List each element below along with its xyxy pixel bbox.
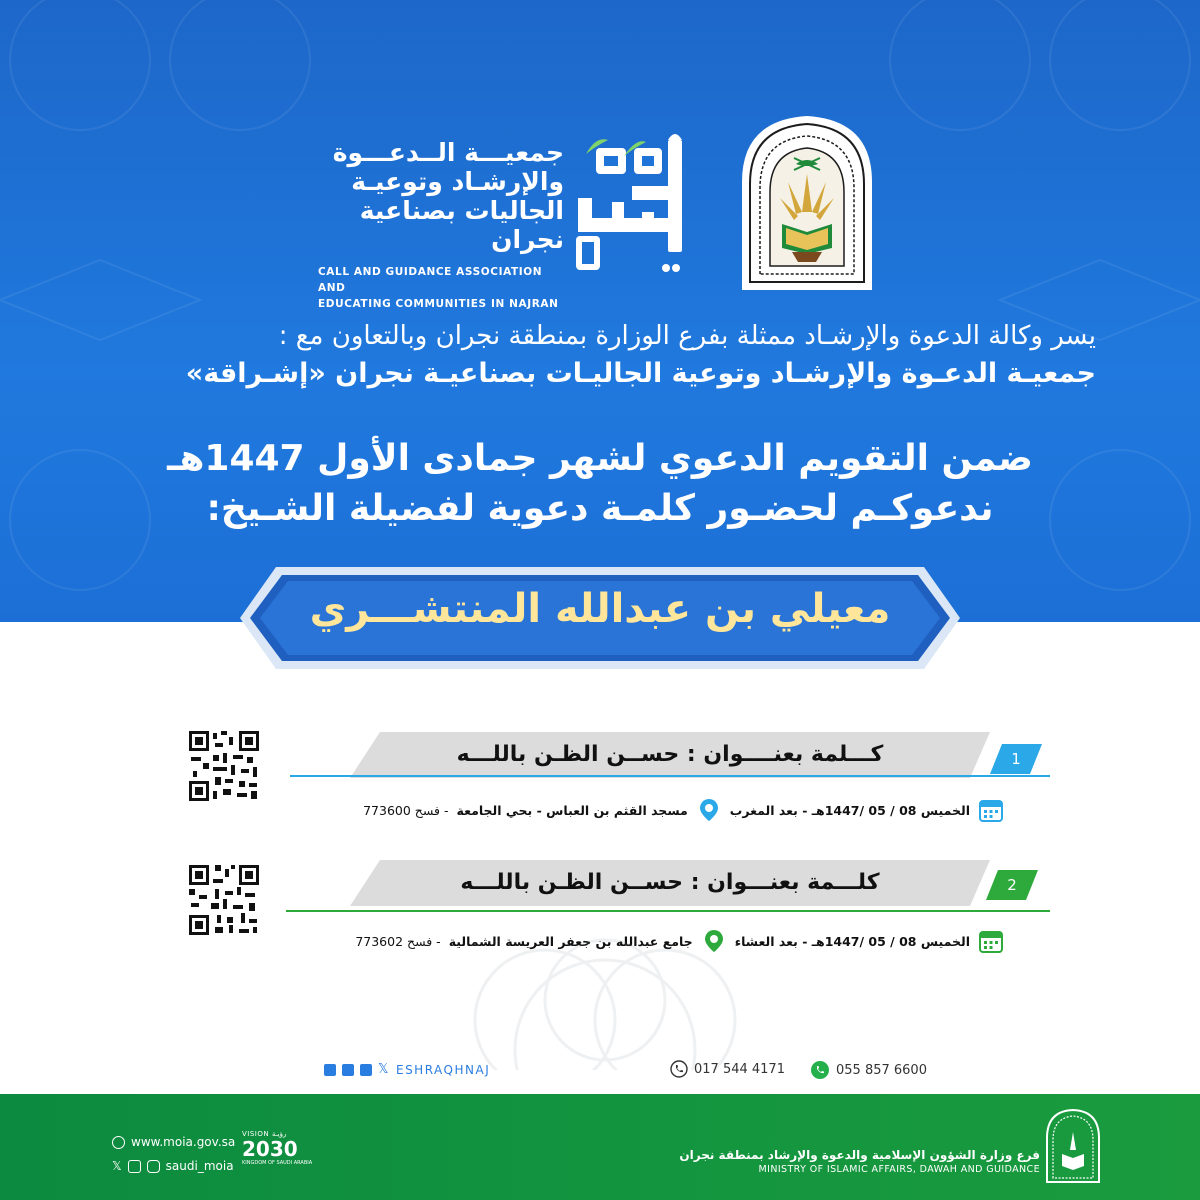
footer-links [112,1130,235,1178]
phone-contact[interactable] [670,1060,785,1078]
qr-code-icon[interactable] [189,865,259,935]
ornament-watermark [450,930,760,1070]
x-icon: 𝕏 [378,1062,390,1077]
event-location: مسجد القثم بن العباس - بحي الجامعة [456,802,688,818]
website-link[interactable] [112,1130,235,1154]
eshraqa-logo-icon [572,128,712,278]
event-date: الخميس 08 / 05 /1447هـ - بعد المغرب [729,802,970,818]
vision-year: 2030 [242,1137,298,1161]
event-date: الخميس 08 / 05 /1447هـ - بعد العشاء [734,933,970,949]
association-name-line: الجاليات بصناعية نجران [359,196,564,254]
calendar-line-2: ندعوكـم لحضـور كلمـة دعوية لفضيلة الشـيخ: [206,488,994,529]
ministry-name-en: MINISTRY OF ISLAMIC AFFAIRS, DAWAH AND GUIDANCE [758,1164,1040,1175]
footer-social-link[interactable] [112,1154,235,1178]
event-number: 2 [1007,876,1017,894]
whatsapp-number: 055 857 6600 [836,1062,927,1078]
event-divider [290,775,1050,777]
association-name-line: جمعيـــة الــدعـــوة [332,138,564,167]
event-code: - فسح 773600 [363,802,449,818]
association-name-en-line: CALL AND GUIDANCE ASSOCIATION AND [318,266,543,294]
snapchat-icon [128,1160,141,1173]
event-details [363,797,1004,823]
calendar-icon [978,797,1004,823]
event-location: جامع عبدالله بن جعفر العريسة الشمالية [448,933,693,949]
event-title: كلـــمة بعنـــوان : حســن الظـن باللـــه [460,870,880,895]
website-url: www.moia.gov.sa [131,1135,236,1149]
ministry-emblem-icon [736,112,878,292]
social-handle-link[interactable] [324,1062,490,1077]
calendar-icon [978,928,1004,954]
phone-number: 017 544 4171 [694,1061,785,1077]
association-name [318,138,564,312]
qr-code-icon[interactable] [189,731,259,801]
youtube-icon [324,1064,336,1076]
event-code: - فسح 773602 [355,933,441,949]
instagram-icon [147,1160,160,1173]
footer-social-handle: saudi_moia [165,1159,234,1173]
vision-subtitle: KINGDOM OF SAUDI ARABIA [242,1160,313,1166]
whatsapp-contact[interactable] [810,1060,927,1080]
association-name-line: والإرشـاد وتوعيـة [351,167,564,196]
ministry-name-ar: فرع وزارة الشؤون الإسلامية والدعوة والإرشاد بمنطقة نجران [679,1148,1040,1162]
ministry-name [679,1148,1040,1175]
ministry-emblem-icon [1044,1108,1102,1184]
vision-label: VISION [242,1130,270,1138]
contacts-bar [0,1058,1200,1082]
sheikh-name: معيلي بن عبدالله المنتشـــري [309,586,891,632]
location-pin-icon [696,797,722,823]
vision-label-ar: رؤيـة [271,1130,287,1138]
calendar-line-1: ضمن التقويم الدعوي لشهر جمادى الأول 1447هـ [167,438,1033,479]
x-icon: 𝕏 [112,1159,122,1173]
phone-icon [670,1060,688,1078]
event-divider [286,910,1050,912]
globe-icon [112,1136,125,1149]
social-handle: ESHRAQHNAJ [395,1062,491,1077]
event-title: كـــلمة بعنــــوان : حســن الظـن باللـــه [456,742,884,767]
facebook-icon [342,1064,354,1076]
association-name-en [318,264,564,312]
vision-2030-logo [242,1130,312,1167]
instagram-icon [360,1064,372,1076]
association-name-en-line: EDUCATING COMMUNITIES IN NAJRAN [318,298,559,310]
event-number: 1 [1011,750,1021,768]
intro-line-1: يسر وكالة الدعوة والإرشـاد ممثلة بفرع الوزارة بمنطقة نجران وبالتعاون مع : [278,321,1096,351]
whatsapp-icon [810,1060,830,1080]
intro-line-2: جمعيـة الدعـوة والإرشـاد وتوعية الجاليـات بصناعيـة نجران «إشـراقة» [185,358,1096,389]
